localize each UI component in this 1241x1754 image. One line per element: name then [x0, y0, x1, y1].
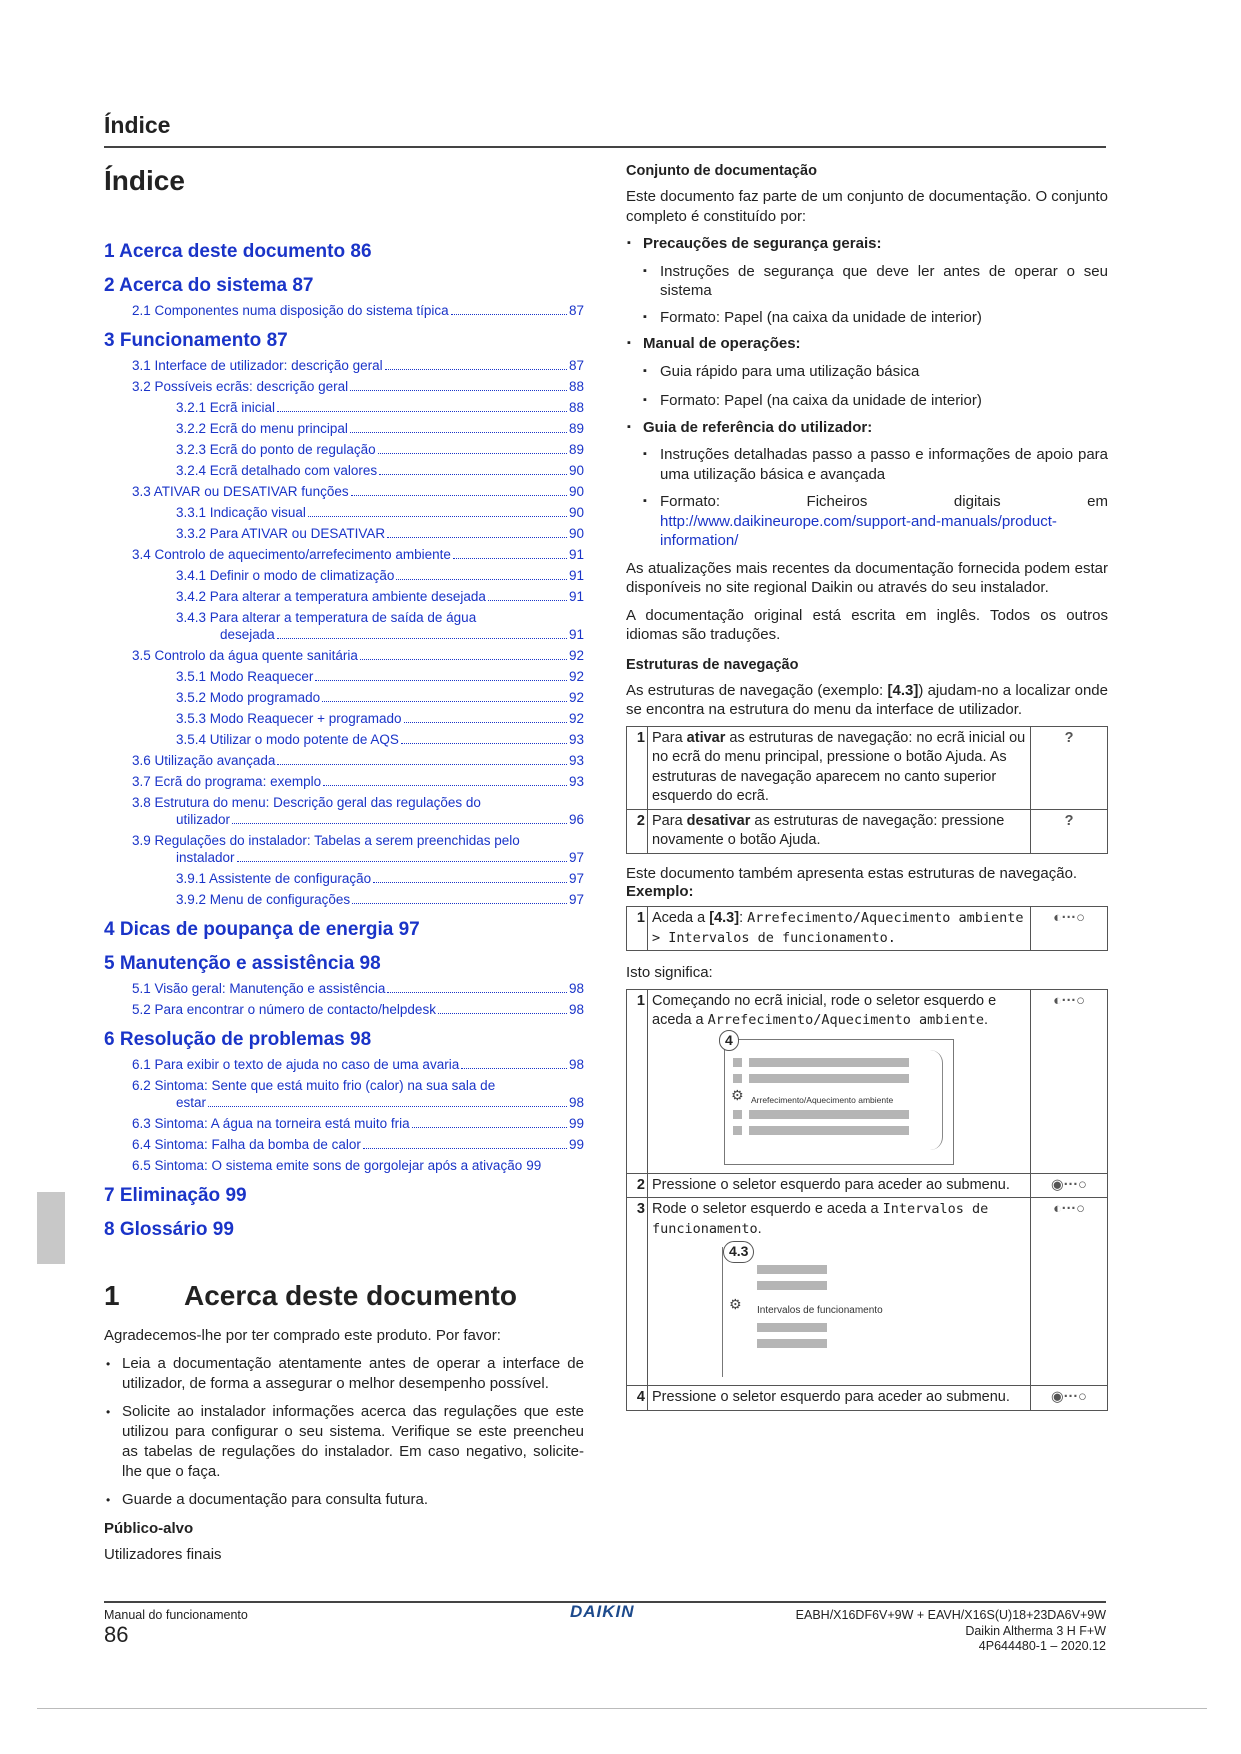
rotate-dial-icon: ◐···○ — [1031, 907, 1108, 951]
step-text: Rode o seletor esquerdo e aceda a — [652, 1201, 883, 1217]
table-row — [627, 1198, 1108, 1386]
menu-path-code: Intervalos de funcionamento — [652, 1201, 989, 1237]
steps-table — [626, 989, 1108, 1411]
toc-page: 91 — [568, 568, 584, 583]
row-number: 2 — [627, 1173, 648, 1198]
toc-page: 99 — [526, 1158, 542, 1173]
menu-bar — [749, 1074, 909, 1083]
toc-entry-link[interactable] — [176, 588, 584, 605]
doc-set-subitem: ▪ Formato: Papel (na caixa da unidade de interior) — [626, 308, 1108, 328]
row-text — [648, 1173, 1031, 1198]
row-text-bold: desativar — [686, 812, 751, 829]
toc-entry-link[interactable] — [176, 399, 584, 416]
example-label: Exemplo: — [626, 883, 694, 900]
toc-leader — [488, 600, 567, 601]
scan-edge-line — [37, 1708, 1207, 1709]
toc-entry-text: 3.9.2 Menu de configurações — [176, 892, 351, 907]
doc-set-heading: Conjunto de documentação — [626, 163, 817, 179]
toc-entry-text: 3.3 ATIVAR ou DESATIVAR funções — [132, 484, 349, 499]
toc-entry-link[interactable] — [132, 483, 584, 500]
toc-chapter-link[interactable]: 5 Manutenção e assistência 98 — [104, 953, 381, 974]
toc-entry-link[interactable] — [132, 357, 584, 374]
menu-path-code: Arrefecimento/Aquecimento ambiente — [707, 1012, 984, 1028]
toc-page: 88 — [568, 379, 584, 394]
toc-leader — [438, 1013, 567, 1014]
audience-text: Utilizadores finais — [104, 1546, 222, 1563]
toc-chapter-link[interactable]: 6 Resolução de problemas 98 — [104, 1029, 372, 1050]
rotate-dial-icon: ◐···○ — [1031, 989, 1108, 1173]
toc-leader — [351, 495, 567, 496]
toc-page: 92 — [568, 669, 584, 684]
toc-entry-link[interactable] — [176, 668, 584, 685]
toc-leader — [387, 992, 567, 993]
toc-leader — [315, 680, 567, 681]
table-row — [627, 1173, 1108, 1198]
toc-leader — [453, 558, 567, 559]
toc-entry-link[interactable] — [132, 1001, 584, 1018]
toc-entry-link[interactable] — [132, 546, 584, 563]
section-1-heading — [104, 1280, 584, 1312]
dial-arc — [930, 1050, 943, 1150]
screen-illustration-4-3 — [722, 1243, 913, 1377]
row-text-part: Aceda a — [652, 910, 710, 926]
page-number: 86 — [104, 1622, 129, 1647]
step-text: Pressione o seletor esquerdo para aceder ao submenu. — [652, 1389, 1010, 1405]
toc-entry-text: 3.3.2 Para ATIVAR ou DESATIVAR — [176, 526, 386, 541]
menu-selected-label: Intervalos de funcionamento — [757, 1305, 883, 1316]
nav-badge: 4 — [719, 1030, 739, 1052]
step-text-end: . — [983, 1012, 989, 1028]
toc-entry-link[interactable] — [176, 710, 584, 727]
toc-entry-link[interactable] — [132, 1157, 584, 1174]
toc-entry-link[interactable]: 3.8 Estrutura do menu: Descrição geral das regulações do — [132, 795, 481, 810]
toc-page: 91 — [568, 589, 584, 604]
doc-set-subitem: ▪ Instruções de segurança que deve ler antes de operar o seu sistema — [626, 262, 1108, 301]
table-row — [627, 1386, 1108, 1411]
section-title: Acerca deste documento — [184, 1280, 517, 1311]
toc-entry-link[interactable] — [176, 567, 584, 584]
step-text-end: . — [757, 1220, 762, 1237]
press-dial-icon: ◉···○ — [1031, 1386, 1108, 1411]
toc-entry-text: 3.4.1 Definir o modo de climatização — [176, 568, 395, 583]
screen-illustration-4 — [724, 1031, 954, 1165]
toc-page: 98 — [568, 1057, 584, 1072]
section-bullet: • Leia a documentação atentamente antes de operar a interface de utilizador, de forma a assegurar o melhor desempenho possível. — [104, 1354, 584, 1394]
doc-set-item: ▪ Guia de referência do utilizador: — [626, 418, 1108, 438]
toc-entry-text: 3.2 Possíveis ecrãs: descrição geral — [132, 379, 349, 394]
toc-entry-text: 3.2.3 Ecrã do ponto de regulação — [176, 442, 376, 457]
toc-entry-link[interactable] — [176, 441, 584, 458]
toc-leader — [451, 314, 567, 315]
step-text: Pressione o seletor esquerdo para aceder ao submenu. — [652, 1176, 1010, 1193]
toc-leader — [323, 785, 567, 786]
toc-entry-text: 3.1 Interface de utilizador: descrição geral — [132, 358, 383, 373]
toc-leader — [363, 1148, 567, 1149]
table-row — [627, 726, 1108, 809]
toc-entry-link[interactable] — [176, 420, 584, 437]
toc-leader — [277, 764, 567, 765]
menu-bar — [757, 1339, 827, 1348]
toc-entry-text: 5.2 Para encontrar o número de contacto/helpdesk — [132, 1002, 436, 1017]
toc-page: 87 — [568, 303, 584, 318]
toc-entry-text: 6.4 Sintoma: Falha da bomba de calor — [132, 1137, 361, 1152]
menu-bullet — [733, 1074, 742, 1083]
row-number: 2 — [627, 809, 648, 853]
toc-entry-link[interactable] — [176, 462, 584, 479]
toc-title: Índice — [104, 165, 185, 196]
step-text: Começando no ecrã inicial, rode o seletor esquerdo e aceda a — [652, 992, 997, 1028]
toc-page: 98 — [568, 981, 584, 996]
daikin-logo: DAIKIN — [570, 1602, 635, 1621]
toc-page: 90 — [568, 463, 584, 478]
toc-page: 98 — [568, 1095, 584, 1110]
section-bullet: • Solicite ao instalador informações acerca das regulações que este utilizou para configurar o seu sistema. Verifique se este preencheu as tabelas de regulações do instalador. Em caso negativo, solicite-lhe que o faça. — [104, 1402, 584, 1482]
toc-entry-text: 3.3.1 Indicação visual — [176, 505, 306, 520]
row-number: 1 — [627, 726, 648, 809]
menu-bar — [749, 1126, 909, 1135]
toc-entry-link[interactable]: 3.9 Regulações do instalador: Tabelas a serem preenchidas pelo — [132, 833, 520, 848]
footer-ref: 4P644480-1 – 2020.12 — [978, 1639, 1106, 1653]
footer-model: EABH/X16DF6V+9W + EAVH/X16S(U)18+23DA6V+9W — [795, 1608, 1106, 1622]
toc-entry-link[interactable] — [132, 647, 584, 664]
toc-page: 96 — [568, 812, 584, 827]
toc-leader — [208, 1106, 567, 1107]
row-text — [648, 726, 1031, 809]
toc-leader — [396, 579, 567, 580]
toc-leader — [277, 638, 567, 639]
doc-set-subitem: ▪ Formato: Papel (na caixa da unidade de interior) — [626, 391, 1108, 411]
toc-page: 98 — [568, 1002, 584, 1017]
toc-page: 88 — [568, 400, 584, 415]
doc-set-subitem: ▪ Guia rápido para uma utilização básica — [626, 362, 1108, 382]
toc-leader — [461, 1068, 567, 1069]
toc-leader — [232, 823, 567, 824]
table-row — [627, 907, 1108, 951]
original-language-text: A documentação original está escrita em inglês. Todos os outros idiomas são traduções. — [626, 606, 1108, 643]
toc-page: 87 — [568, 358, 584, 373]
menu-bullet — [733, 1110, 742, 1119]
toc-entry-link[interactable]: 3.4.3 Para alterar a temperatura de saída de água — [176, 610, 477, 625]
toc-leader — [379, 474, 567, 475]
row-text — [648, 989, 1031, 1173]
toc-entry-text: 3.7 Ecrã do programa: exemplo — [132, 774, 322, 789]
section-number: 1 — [104, 1280, 120, 1311]
toc-leader — [308, 516, 567, 517]
toc-entry-text: estar — [176, 1095, 207, 1110]
rotate-dial-icon: ◐···○ — [1031, 1198, 1108, 1386]
toc-leader — [404, 722, 567, 723]
navigation-intro — [626, 681, 1108, 720]
menu-bar — [749, 1110, 909, 1119]
menu-bullet — [733, 1126, 742, 1135]
toc-entry-text: 3.4 Controlo de aquecimento/arrefecimento ambiente — [132, 547, 451, 562]
toc-entry-text: 3.2.2 Ecrã do menu principal — [176, 421, 348, 436]
toc-leader — [373, 882, 567, 883]
toc-entry-text: utilizador — [176, 812, 231, 827]
table-row — [627, 989, 1108, 1173]
toc-entry-link[interactable] — [132, 302, 584, 319]
toc-entry-link[interactable] — [132, 1056, 584, 1073]
toc-entry-text: 3.4.2 Para alterar a temperatura ambiente desejada — [176, 589, 486, 604]
nav-intro-example: [4.3] — [887, 681, 919, 699]
toc-entry-link[interactable] — [176, 891, 584, 908]
row-text-part: as estruturas de navegação: pressione novamente o botão Ajuda. — [652, 812, 1005, 848]
footer-manual-name: Manual do funcionamento — [104, 1608, 248, 1622]
table-of-contents — [104, 240, 584, 1244]
menu-bullet — [733, 1058, 742, 1067]
right-column — [626, 163, 1108, 1411]
toc-leader — [387, 537, 567, 538]
toc-entry-continuation[interactable] — [220, 626, 584, 643]
toc-entry-link[interactable] — [176, 870, 584, 887]
toc-leader — [378, 453, 567, 454]
row-number: 3 — [627, 1198, 648, 1386]
toc-page: 89 — [568, 421, 584, 436]
section-intro: Agradecemos-lhe por ter comprado este produto. Por favor: — [104, 1327, 501, 1344]
row-text — [648, 907, 1031, 951]
row-text-bold: [4.3] — [709, 910, 740, 926]
toc-entry-link[interactable] — [176, 689, 584, 706]
toc-page: 92 — [568, 690, 584, 705]
row-text-part: : — [739, 910, 748, 926]
row-text-part: as estruturas de navegação: no ecrã inicial ou no ecrã do menu principal, pressione o botão Ajuda. As estruturas de navegação aparecem no canto superior esquerdo do ecrã. — [652, 729, 1026, 804]
toc-entry-text: instalador — [176, 850, 235, 865]
also-text: Este documento também apresenta estas estruturas de navegação. — [626, 864, 1078, 882]
toc-page: 93 — [568, 753, 584, 768]
menu-bar — [757, 1265, 827, 1274]
toc-entry-link[interactable] — [176, 525, 584, 542]
toc-entry-link[interactable] — [132, 1136, 584, 1153]
doc-set-subitem-digital — [626, 492, 1108, 551]
toc-entry-link[interactable] — [176, 731, 584, 748]
toc-leader — [352, 903, 567, 904]
toc-entry-text: 3.5.1 Modo Reaquecer — [176, 669, 314, 684]
toc-entry-text: 3.5.2 Modo programado — [176, 690, 321, 705]
row-text — [648, 1198, 1031, 1386]
toc-page: 90 — [568, 526, 584, 541]
toc-entry-link[interactable] — [132, 1115, 584, 1132]
toc-leader — [277, 411, 567, 412]
toc-entry-text: desejada — [220, 627, 275, 642]
footer-product: Daikin Altherma 3 H F+W — [965, 1623, 1106, 1638]
toc-entry-link[interactable] — [132, 378, 584, 395]
toc-page: 97 — [568, 871, 584, 886]
toc-entry-link[interactable] — [132, 752, 584, 769]
toc-leader — [350, 390, 567, 391]
table-row — [627, 809, 1108, 853]
gear-icon: ⚙ — [729, 1296, 742, 1312]
help-icon: ? — [1031, 726, 1108, 809]
toc-entry-continuation[interactable] — [176, 1094, 584, 1111]
running-header: Índice — [104, 112, 171, 138]
toc-page: 97 — [568, 850, 584, 865]
press-dial-icon: ◉···○ — [1031, 1173, 1108, 1198]
toc-entry-text: 3.6 Utilização avançada — [132, 753, 276, 768]
toc-leader — [360, 659, 567, 660]
toc-chapter-link[interactable]: 1 Acerca deste documento 86 — [104, 241, 372, 262]
toc-entry-text: 3.5 Controlo da água quente sanitária — [132, 648, 358, 663]
nav-intro-text: ) ajudam-no a localizar onde se encontra na estrutura do menu da interface de utilizador. — [626, 681, 1108, 718]
header-divider — [104, 146, 1106, 148]
toc-page: 91 — [568, 627, 584, 642]
navigation-heading: Estruturas de navegação — [626, 656, 799, 673]
row-text-part: Para — [652, 729, 687, 746]
toc-leader — [385, 369, 567, 370]
toc-page: 91 — [568, 547, 584, 562]
toc-chapter-link[interactable]: 7 Eliminação 99 — [104, 1185, 247, 1206]
toc-leader — [401, 743, 567, 744]
toc-leader — [350, 432, 567, 433]
toc-chapter-link[interactable]: 2 Acerca do sistema 87 — [104, 275, 314, 296]
menu-path-code: Arrefecimento/Aquecimento ambiente > Intervalos de funcionamento. — [652, 910, 1024, 946]
toc-page: 97 — [568, 892, 584, 907]
toc-entry-link[interactable] — [176, 504, 584, 521]
toc-leader — [412, 1127, 567, 1128]
toc-page: 99 — [568, 1116, 584, 1131]
toc-entry-link[interactable] — [132, 980, 584, 997]
toc-entry-text: 3.2.1 Ecrã inicial — [176, 400, 276, 415]
toc-entry-text: 5.1 Visão geral: Manutenção e assistência — [132, 981, 386, 996]
example-table — [626, 906, 1108, 951]
help-icon: ? — [1031, 809, 1108, 853]
page-edge-tab — [37, 1192, 65, 1264]
row-text — [648, 1386, 1031, 1411]
doc-set-item: ▪ Manual de operações: — [626, 334, 1108, 354]
toc-entry-text: 6.5 Sintoma: O sistema emite sons de gorgolejar após a ativação — [132, 1158, 523, 1173]
menu-bar — [757, 1323, 827, 1332]
toc-entry-continuation[interactable] — [176, 849, 584, 866]
toc-page: 93 — [568, 774, 584, 789]
toc-page: 99 — [568, 1137, 584, 1152]
row-number: 4 — [627, 1386, 648, 1411]
toc-page: 90 — [568, 505, 584, 520]
daikin-support-link[interactable]: http://www.daikineurope.com/support-and-manuals/product-information/ — [660, 512, 1057, 549]
gear-icon: ⚙ — [731, 1086, 744, 1103]
toc-chapter-link[interactable]: 3 Funcionamento 87 — [104, 330, 288, 351]
menu-bar — [749, 1058, 909, 1067]
toc-leader — [322, 701, 567, 702]
toc-entry-text: 3.5.4 Utilizar o modo potente de AQS — [176, 732, 399, 747]
audience-heading: Público-alvo — [104, 1520, 194, 1537]
toc-entry-text: 2.1 Componentes numa disposição do sistema típica — [132, 303, 449, 318]
toc-chapter-link[interactable]: 4 Dicas de poupança de energia 97 — [104, 919, 420, 940]
means-text: Isto significa: — [626, 964, 713, 981]
toc-entry-link[interactable]: 6.2 Sintoma: Sente que está muito frio (calor) na sua sala de — [132, 1078, 496, 1093]
menu-selected-label: Arrefecimento/Aquecimento ambiente — [751, 1094, 894, 1105]
updates-text: As atualizações mais recentes da documentação fornecida podem estar disponíveis no site regional Daikin ou através do seu instalador. — [626, 559, 1108, 596]
toc-entry-text: 3.9.1 Assistente de configuração — [176, 871, 372, 886]
section-bullet: • Guarde a documentação para consulta futura. — [104, 1490, 584, 1510]
doc-set-intro: Este documento faz parte de um conjunto de documentação. O conjunto completo é constituído por: — [626, 188, 1108, 225]
doc-set-item: ▪ Precauções de segurança gerais: — [626, 234, 1108, 254]
toc-leader — [237, 861, 567, 862]
toc-chapter-link[interactable]: 8 Glossário 99 — [104, 1219, 234, 1240]
row-text — [648, 809, 1031, 853]
toc-entry-text: 6.1 Para exibir o texto de ajuda no caso de uma avaria — [132, 1057, 460, 1072]
toc-entry-text: 3.5.3 Modo Reaquecer + programado — [176, 711, 402, 726]
toc-entry-continuation[interactable] — [176, 811, 584, 828]
nav-badge: 4.3 — [723, 1241, 754, 1263]
toc-page: 90 — [568, 484, 584, 499]
row-number: 1 — [627, 989, 648, 1173]
toc-entry-text: 6.3 Sintoma: A água na torneira está muito fria — [132, 1116, 410, 1131]
doc-set-subitem: ▪ Instruções detalhadas passo a passo e informações de apoio para uma utilização básica e avançada — [626, 445, 1108, 484]
footer-model-info — [796, 1608, 1106, 1655]
row-text-bold: ativar — [686, 729, 726, 746]
menu-bar — [757, 1281, 827, 1290]
toc-page: 89 — [568, 442, 584, 457]
toc-page: 92 — [568, 711, 584, 726]
toc-page: 93 — [568, 732, 584, 747]
row-number: 1 — [627, 907, 648, 951]
toc-page: 92 — [568, 648, 584, 663]
nav-intro-text: As estruturas de navegação (exemplo: — [626, 681, 888, 699]
digital-format-label: Formato: Ficheiros digitais em — [660, 493, 1108, 510]
navigation-table — [626, 726, 1108, 854]
section-1 — [104, 1280, 584, 1565]
toc-entry-text: 3.2.4 Ecrã detalhado com valores — [176, 463, 378, 478]
row-text-part: Para — [652, 812, 687, 829]
toc-entry-link[interactable] — [132, 773, 584, 790]
